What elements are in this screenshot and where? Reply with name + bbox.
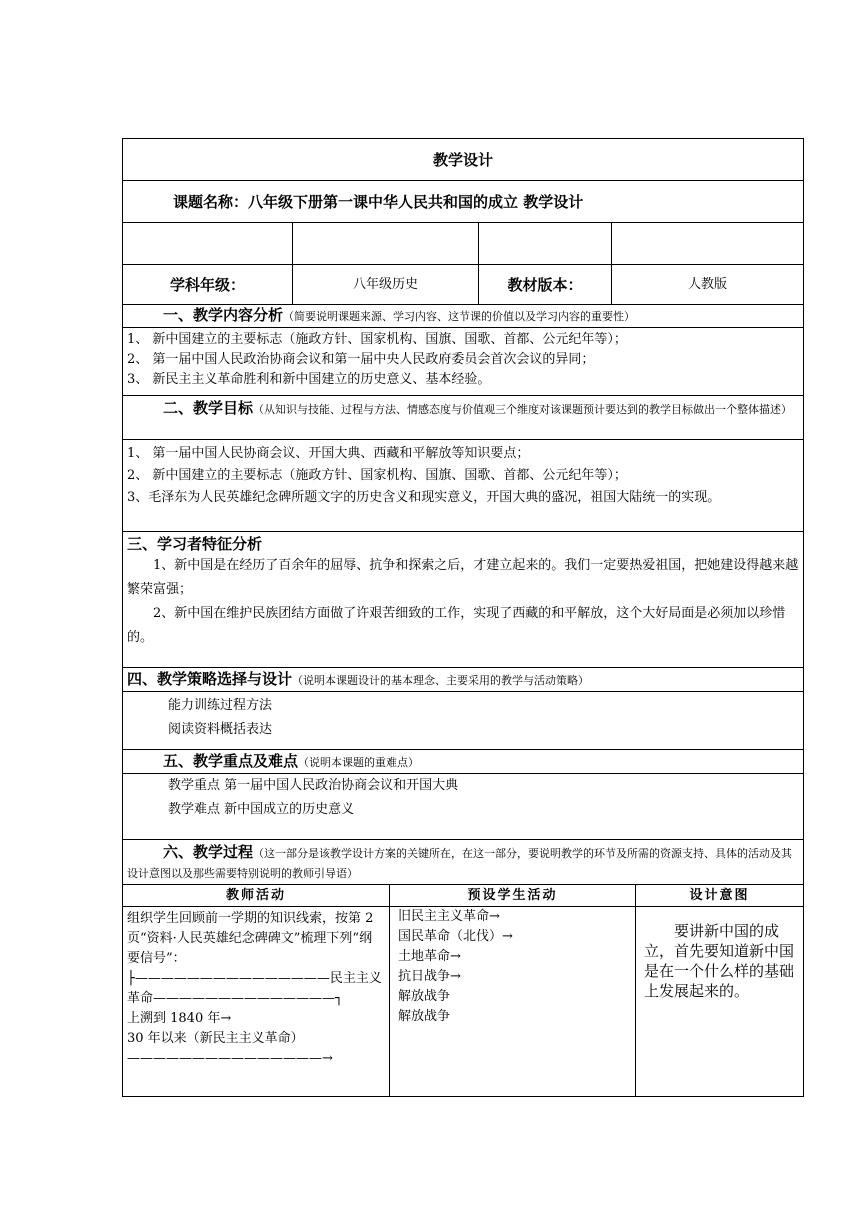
design-intent <box>636 907 804 1097</box>
student-item: 旧民主主义革命→ <box>398 909 500 924</box>
list-item: 教学难点 新中国成立的历史意义 <box>168 802 355 817</box>
subject-label: 学科年级： <box>123 265 293 305</box>
section-4-body <box>123 692 804 750</box>
empty-cell <box>612 223 804 265</box>
section-note: （这一部分是该教学设计方案的关键所在，在这一部分，要说明教学的环节及所需的资源支持、具体的活动及其设计意图以及那些需要特别说明的教师引导语） <box>127 847 793 880</box>
list-item: 1、 新中国建立的主要标志（施政方针、国家机构、国旗、国歌、首都、公元纪年等）； <box>127 332 627 347</box>
section-note: （说明本课题设计的基本理念、主要采用的教学与活动策略） <box>292 673 590 687</box>
section-2-header <box>123 396 804 440</box>
title-row <box>123 139 804 181</box>
textbook-value: 人教版 <box>612 265 804 305</box>
section-note: （简要说明课题来源、学习内容、这节课的价值以及学习内容的重要性） <box>283 310 636 323</box>
process-body-row <box>123 907 804 1097</box>
section-4-header <box>123 668 804 692</box>
list-item: 3、 新民主主义革命胜利和新中国建立的历史意义、基本经验。 <box>127 372 491 387</box>
list-item: 1、 第一届中国人民协商会议、开国大典、西藏和平解放等知识要点； <box>127 446 530 461</box>
process-table <box>122 884 804 1097</box>
section-heading: 二、教学目标 <box>163 399 254 417</box>
timeline-line: ├———————————————民主主义革命——————————————┐ <box>127 971 382 1006</box>
list-item: 能力训练过程方法 <box>168 698 273 713</box>
list-item: 阅读资料概括表达 <box>168 722 273 737</box>
student-item: 抗日战争→ <box>398 969 461 984</box>
section-3 <box>123 532 804 668</box>
section-2-body <box>123 440 804 532</box>
teacher-text: 上溯到 1840 年→ <box>127 1011 232 1026</box>
teacher-activity <box>123 907 390 1097</box>
empty-cell <box>479 223 612 265</box>
column-header-teacher: 教师活动 <box>123 885 390 907</box>
section-heading: 四、教学策略选择与设计 <box>127 669 293 688</box>
topic-row <box>123 181 804 223</box>
empty-row <box>123 223 804 265</box>
column-header-intent: 设计意图 <box>636 885 804 907</box>
section-5-header <box>123 750 804 774</box>
student-item: 土地革命→ <box>398 949 461 964</box>
process-header-row <box>123 885 804 907</box>
subject-value: 八年级历史 <box>293 265 479 305</box>
intent-text: 要讲新中国的成立，首先要知道新中国是在一个什么样的基础上发展起来的。 <box>644 922 795 1000</box>
topic-title: 课题名称：八年级下册第一课中华人民共和国的成立 教学设计 <box>123 181 804 223</box>
column-header-student: 预设学生活动 <box>390 885 636 907</box>
teacher-text: 组织学生回顾前一学期的知识线索，按第 2 页“资料·人民英雄纪念碑碑文”梳理下列“纲要信号”： <box>127 911 374 966</box>
student-item: 国民革命（北伐）→ <box>398 929 513 944</box>
document-page <box>122 138 803 1101</box>
section-note: （说明本课题的重难点） <box>298 755 420 769</box>
paragraph: 2、新中国在维护民族团结方面做了许艰苦细致的工作，实现了西藏的和平解放，这个大好局面是必须加以珍惜的。 <box>127 606 786 645</box>
paragraph: 1、新中国是在经历了百余年的屈辱、抗争和探索之后，才建立起来的。我们一定要热爱祖国，把她建设得越来越繁荣富强； <box>127 558 799 597</box>
textbook-label: 教材版本： <box>479 265 612 305</box>
section-heading: 三、学习者特征分析 <box>127 535 263 553</box>
section-1-body <box>123 328 804 396</box>
timeline-line: 30 年以来（新民主主义革命）———————————————→ <box>127 1031 333 1066</box>
lesson-plan-table <box>122 138 804 885</box>
student-activity <box>390 907 636 1097</box>
section-heading: 一、教学内容分析 <box>163 306 284 324</box>
section-heading: 六、教学过程 <box>163 843 254 861</box>
empty-cell <box>123 223 293 265</box>
student-item: 解放战争 <box>398 989 451 1004</box>
section-heading: 五、教学重点及难点 <box>163 751 299 770</box>
list-item: 3、毛泽东为人民英雄纪念碑所题文字的历史含义和现实意义，开国大典的盛况，祖国大陆统一的实现。 <box>127 490 721 505</box>
section-6-header <box>123 840 804 885</box>
section-note: （从知识与技能、过程与方法、情感态度与价值观三个维度对该课题预计要达到的教学目标做出一个整体描述） <box>253 403 793 416</box>
info-row <box>123 265 804 305</box>
student-item: 解放战争 <box>398 1009 451 1024</box>
list-item: 教学重点 第一届中国人民政治协商会议和开国大典 <box>168 778 459 793</box>
page-title: 教学设计 <box>123 139 804 181</box>
list-item: 2、 新中国建立的主要标志（施政方针、国家机构、国旗、国歌、首都、公元纪年等）； <box>127 468 627 483</box>
section-5-body <box>123 774 804 840</box>
list-item: 2、 第一届中国人民政治协商会议和第一届中央人民政府委员会首次会议的异同； <box>127 352 595 367</box>
section-1-header <box>123 305 804 328</box>
empty-cell <box>293 223 479 265</box>
